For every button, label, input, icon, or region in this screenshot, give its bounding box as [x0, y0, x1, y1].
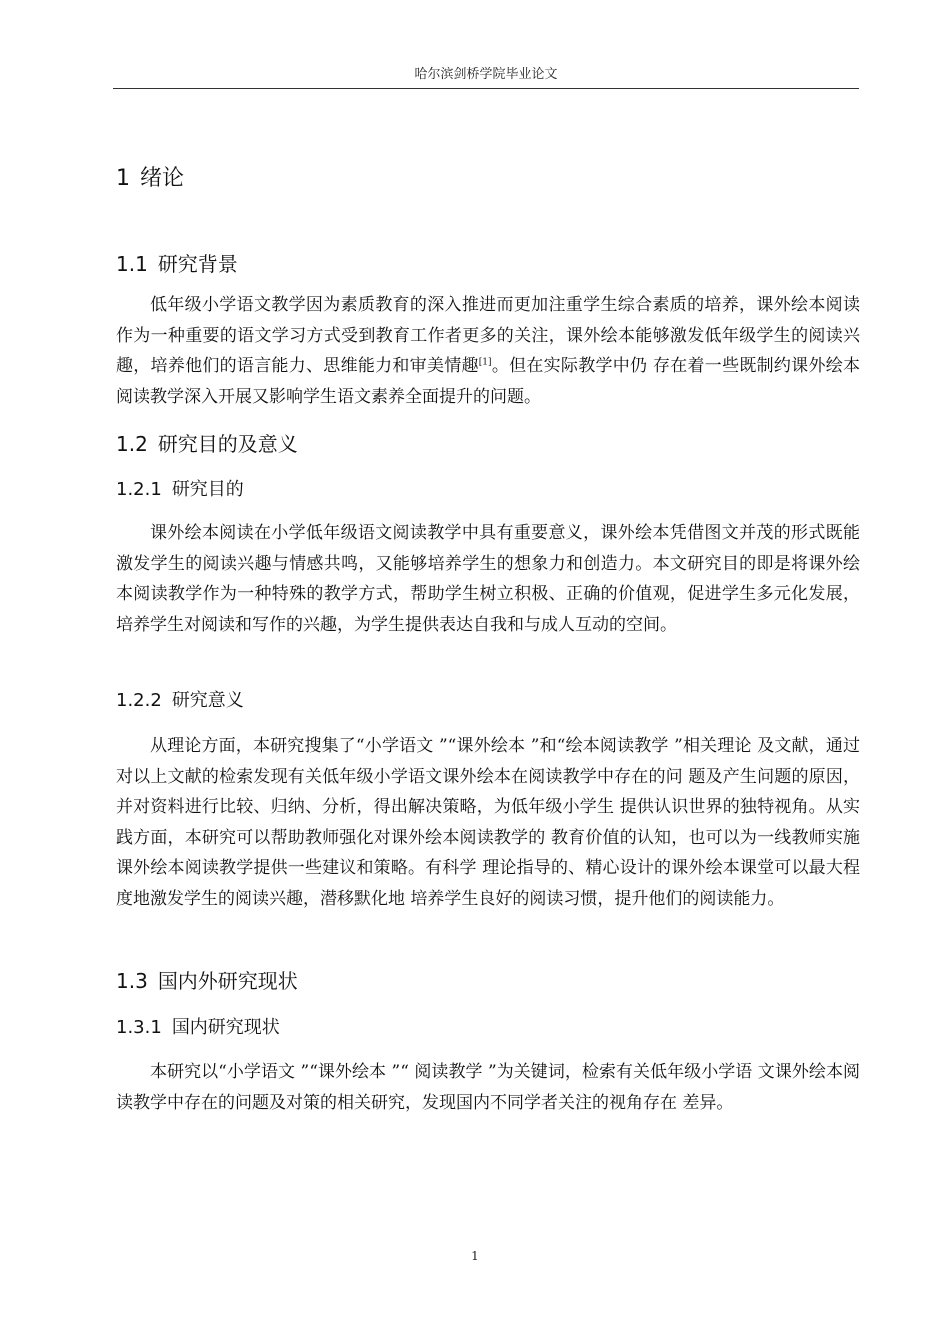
section-1-2-1-paragraph: 课外绘本阅读在小学低年级语文阅读教学中具有重要意义，课外绘本凭借图文并茂的形式既能激发学生的阅读兴趣与情感共鸣，又能够培养学生的想象力和创造力。本文研究目的即是将课外绘本阅读教学作为一种特殊的教学方式，帮助学生树立积极、正确的价值观，促进学生多元化发展，培养学生对阅读和写作的兴趣，为学生提供表达自我和与成人互动的空间。 [116, 523, 860, 635]
section-1-3-1-heading [116, 1015, 280, 1041]
section-1-2-heading [116, 430, 298, 458]
section-1-3-1-paragraph: 本研究以“小学语文 ”“课外绘本 ”“ 阅读教学 ”为关键词，检索有关低年级小学语 文课外绘本阅读教学中存在的问题及对策的相关研究，发现国内不同学者关注的视角存在 差异。 [116, 1062, 860, 1113]
section-1-2-2-heading [116, 688, 244, 714]
section-1-2-1-number: 1.2.1 [116, 479, 162, 500]
section-1-1-text-b: 。但在实际教学中仍 存在着一些既制约课外绘本阅读教学深入开展又影响学生语文素养全面提升的问题。 [116, 356, 861, 407]
chapter-title: 绪论 [140, 166, 185, 191]
page-number: 1 [471, 1249, 479, 1263]
section-1-2-title: 研究目的及意义 [157, 432, 298, 456]
section-1-3-1-title: 国内研究现状 [171, 1017, 280, 1038]
section-1-2-1-heading [116, 477, 244, 503]
section-1-2-number: 1.2 [116, 432, 148, 456]
section-1-1-heading [116, 250, 238, 278]
section-1-2-1-title: 研究目的 [171, 479, 244, 500]
section-1-3-1-number: 1.3.1 [116, 1017, 162, 1038]
running-header: 哈尔滨剑桥学院毕业论文 [113, 66, 859, 89]
chapter-number: 1 [116, 166, 130, 191]
citation-ref-1: [1] [478, 357, 492, 368]
section-1-1-paragraph [116, 290, 860, 412]
section-1-2-2-paragraph: 从理论方面，本研究搜集了“小学语文 ”“课外绘本 ”和“绘本阅读教学 ”相关理论 及文献，通过对以上文献的检索发现有关低年级小学语文课外绘本在阅读教学中存在的问 题及产生问题的原因，并对资料进行比较、归纳、分析，得出解决策略，为低年级小学生 提供认识世界的独特视角。从实践方面，本研究可以帮助教师强化对课外绘本阅读教学的 教育价值的认知，也可以为一线教师实施课外绘本阅读教学提供一些建议和策略。有科学 理论指导的、精心设计的课外绘本课堂可以最大程度地激发学生的阅读兴趣，潜移默化地 培养学生良好的阅读习惯，提升他们的阅读能力。 [116, 736, 860, 909]
section-1-1-number: 1.1 [116, 252, 148, 276]
section-1-3-title: 国内外研究现状 [157, 969, 298, 993]
section-1-2-2-number: 1.2.2 [116, 690, 162, 711]
chapter-heading [116, 164, 184, 194]
section-1-2-2-title: 研究意义 [171, 690, 244, 711]
section-1-3-number: 1.3 [116, 969, 148, 993]
section-1-3-heading [116, 967, 298, 995]
section-1-1-title: 研究背景 [157, 252, 238, 276]
section-1-1-text-a: 低年级小学语文教学因为素质教育的深入推进而更加注重学生综合素质的培养，课外绘本阅读作为一种重要的语文学习方式受到教育工作者更多的关注，课外绘本能够激发低年级学生的阅读兴趣，培养他们的语言能力、思维能力和审美情趣 [116, 295, 860, 376]
